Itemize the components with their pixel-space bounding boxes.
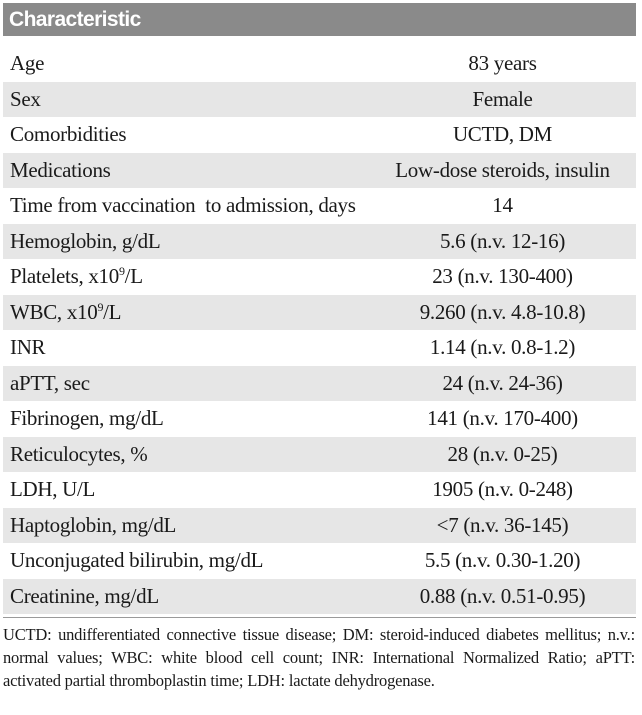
table-row-time-to-admission [3,188,636,224]
row-label: aPTT, sec [10,370,90,395]
table-header [3,3,636,36]
row-label: Hemoglobin, g/dL [10,228,161,253]
row-value: 5.6 (n.v. 12-16) [439,228,566,253]
row-label: Platelets, $x10^9/L$ [10,264,143,289]
row-value: 24 (n.v. 24-36) [442,370,563,395]
row-value: 1905 (n.v. 0-248) [432,477,573,502]
row-label: Medications [10,157,111,182]
table-row-inr [3,330,636,366]
table-footnote: UCTD: undifferentiated connective tissue disease; DM: steroid-induced diabetes mellitus; n.v.: normal values; WBC: white blood cell count; INR: International Normalized Ratio; aPTT: activated partial thromboplastin time; LDH: lactate dehydrogenase. [3,625,635,690]
row-value: UCTD, DM [452,122,553,147]
table-row-fibrinogen [3,401,636,437]
row-label: Comorbidities [10,122,127,147]
row-label: Sex [10,86,41,111]
row-label: INR [10,335,46,360]
row-label: Creatinine, mg/dL [10,583,159,608]
row-value: 0.88 (n.v. 0.51-0.95) [419,583,586,608]
row-value: <7 (n.v. 36-145) [436,512,569,537]
characteristics-table [3,3,636,618]
header-title: Characteristic [9,8,141,31]
table-row-creatinine [3,579,636,615]
table-row-aptt [3,366,636,402]
row-value: 9.260 (n.v. 4.8-10.8) [419,299,586,324]
row-value: 5.5 (n.v. 0.30-1.20) [424,548,581,573]
row-value: Low-dose steroids, insulin [395,157,610,182]
row-label: Fibrinogen, mg/dL [10,406,164,431]
row-value: 141 (n.v. 170-400) [427,406,578,431]
table-row-platelets [3,259,636,295]
table-row-haptoglobin [3,508,636,544]
table-row-wbc [3,295,636,331]
row-value: 23 (n.v. 130-400) [432,264,573,289]
row-value: Female [472,86,533,111]
row-label: Time from vaccination to admission, days [10,193,356,218]
row-value: 14 [492,193,513,218]
row-label: Haptoglobin, mg/dL [10,512,177,537]
table-row-bilirubin [3,543,636,579]
table-row-medications [3,153,636,189]
row-value: 28 (n.v. 0-25) [447,441,558,466]
table-row-reticulocytes [3,437,636,473]
row-value: 1.14 (n.v. 0.8-1.2) [429,335,576,360]
row-label: Age [10,51,45,76]
row-label: LDH, U/L [10,477,96,502]
table-row-age [3,46,636,82]
table-row-hemoglobin [3,224,636,260]
row-label: Reticulocytes, % [10,441,148,466]
table-bottom-rule [3,617,636,618]
table-row-sex [3,82,636,118]
table-row-comorbidities [3,117,636,153]
row-label: WBC, $x10^9/L$ [10,299,122,324]
row-value: 83 years [468,51,537,76]
table-row-ldh [3,472,636,508]
row-label: Unconjugated bilirubin, mg/dL [10,548,264,573]
